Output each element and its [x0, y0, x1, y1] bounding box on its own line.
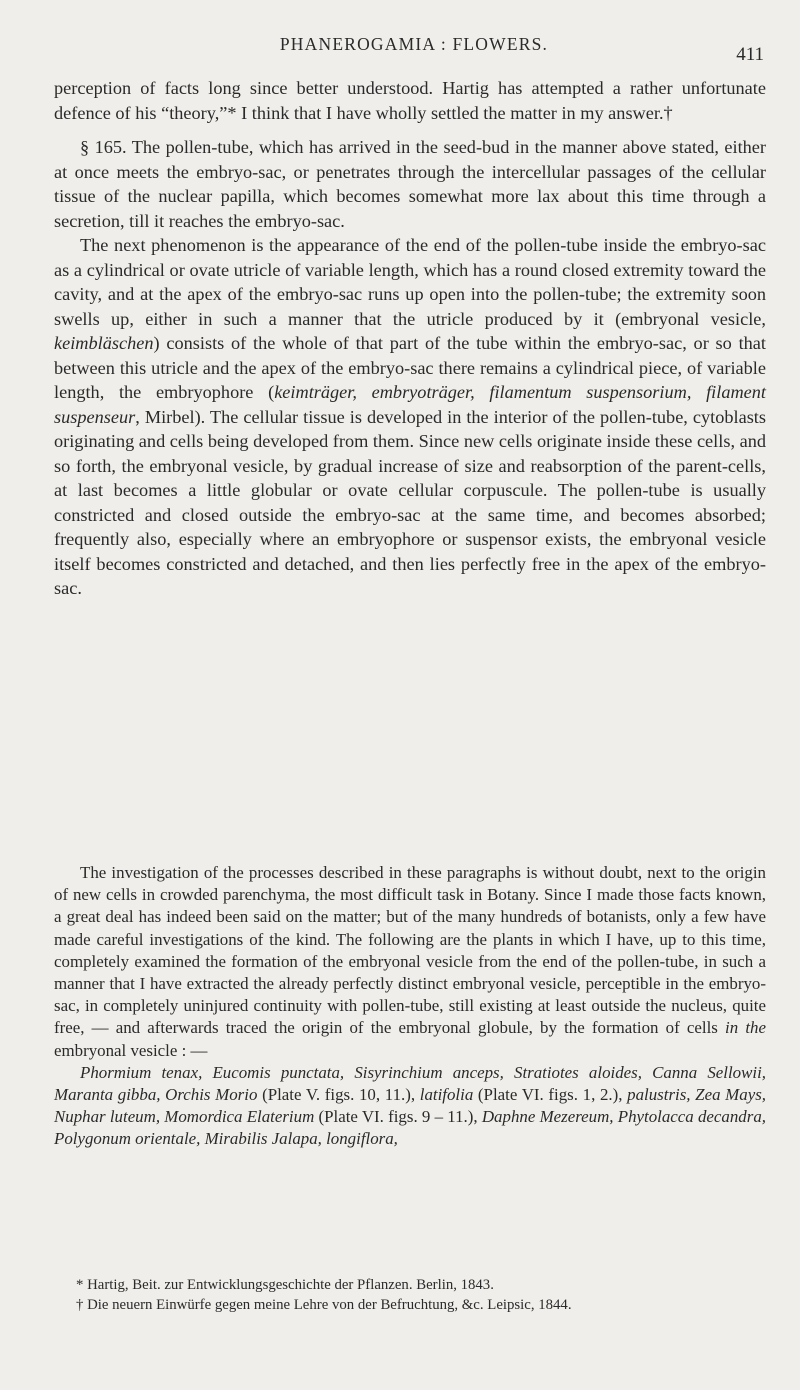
footnote-hartig: * Hartig, Beit. zur Entwicklungsgeschichte der Pflanzen. Berlin, 1843.: [76, 1277, 494, 1293]
footnote-einwurfe: † Die neuern Einwürfe gegen meine Lehre von der Befruchtung, &c. Leipsic, 1844.: [76, 1296, 572, 1313]
plant-names: Phormium tenax, Eucomis punctata, Sisyrinchium anceps, Stratiotes aloides, Canna Sellowii, Maranta gibba, Orchis Morio: [54, 1062, 766, 1105]
main-text: [54, 76, 766, 601]
paragraph-intro: perception of facts long since better understood. Hartig has attempted a rather unfortunate defence of his “theory,”* I think that I have wholly settled the matter in my answer.†: [54, 78, 766, 123]
note-paragraph-investigation: The investigation of the processes described in these paragraphs is without doubt, next to the origin of new cells in crowded parenchyma, the most difficult task in Botany. Since I made those facts known, a great deal has indeed been said on the matter; but of the many hundreds of botanists, only a few have made careful investigations of the kind. The following are the plants in which I have, up to this time, completely examined the formation of the embryonal vesicle from the end of the pollen-tube, in such a manner that I have extracted the already perfectly distinct embryonal vesicle, perceptible in the embryo-sac, in completely uninjured continuity with pollen-tube, still existing at least outside the nucleus, quite free, — and afterwards traced the origin of the embryonal globule, by the formation of cells in the embryonal vesicle : —: [54, 863, 766, 1060]
note-paragraph-plant-list: Phormium tenax, Eucomis punctata, Sisyrinchium anceps, Stratiotes aloides, Canna Sellowii, Maranta gibba, Orchis Morio (Plate V. figs. 10, 11.), latifolia (Plate VI. figs. 1, 2.), palustris, Zea Mays, Nuphar luteum, Momordica Elaterium (Plate VI. figs. 9 – 11.), Daphne Mezereum, Phytolacca decandra, Polygonum orientale, Mirabilis Jalapa, longiflora,: [54, 1062, 766, 1149]
paragraph-embryonal-vesicle: The next phenomenon is the appearance of the end of the pollen-tube inside the embryo-sac as a cylindrical or ovate utricle of variable length, which has a round closed extremity toward the cavity, and at the apex of the embryo-sac runs up open into the pollen-tube; the extremity soon swells up, either in such a manner that the utricle produced by it (embryonal vesicle, keimbläschen) consists of the whole of that part of the tube within the embryo-sac, or so that between this utricle and the apex of the embryo-sac there remains a cylindrical piece, of variable length, the embryophore (keimträger, embryoträger, filamentum suspensorium, filament suspenseur, Mirbel). The cellular tissue is developed in the interior of the pollen-tube, cytoblasts originating and cells being developed from them. Since new cells originate inside these cells, and so forth, the embryonal vesicle, by gradual increase of size and reabsorption of the parent-cells, at last becomes a little globular or ovate cellular corpuscule. The pollen-tube is usually constricted and closed outside the embryo-sac at the same time, and becomes absorbed; frequently also, especially where an embryophore or suspensor exists, the embryonal vesicle itself becomes constricted and detached, and then lies perfectly free in the apex of the embryo-sac.: [54, 235, 767, 598]
term-embryophore-synonyms: keimträger, embryoträger, filamentum suspensorium, filament suspenseur: [54, 382, 767, 427]
page-number: 411: [736, 44, 764, 65]
paragraph-165: § 165. The pollen-tube, which has arrived in the seed-bud in the manner above stated, either at once meets the embryo-sac, or penetrates through the intercellular passages of the cellular tissue of the nuclear papilla, which becomes somewhat more lax about this time through a secretion, till it reaches the embryo-sac.: [54, 137, 766, 231]
term-keimblaschen: keimbläschen: [54, 333, 154, 353]
small-print-note: [54, 862, 766, 1151]
running-header: PHANEROGAMIA : FLOWERS.: [279, 34, 549, 54]
footnotes: [54, 1276, 766, 1315]
